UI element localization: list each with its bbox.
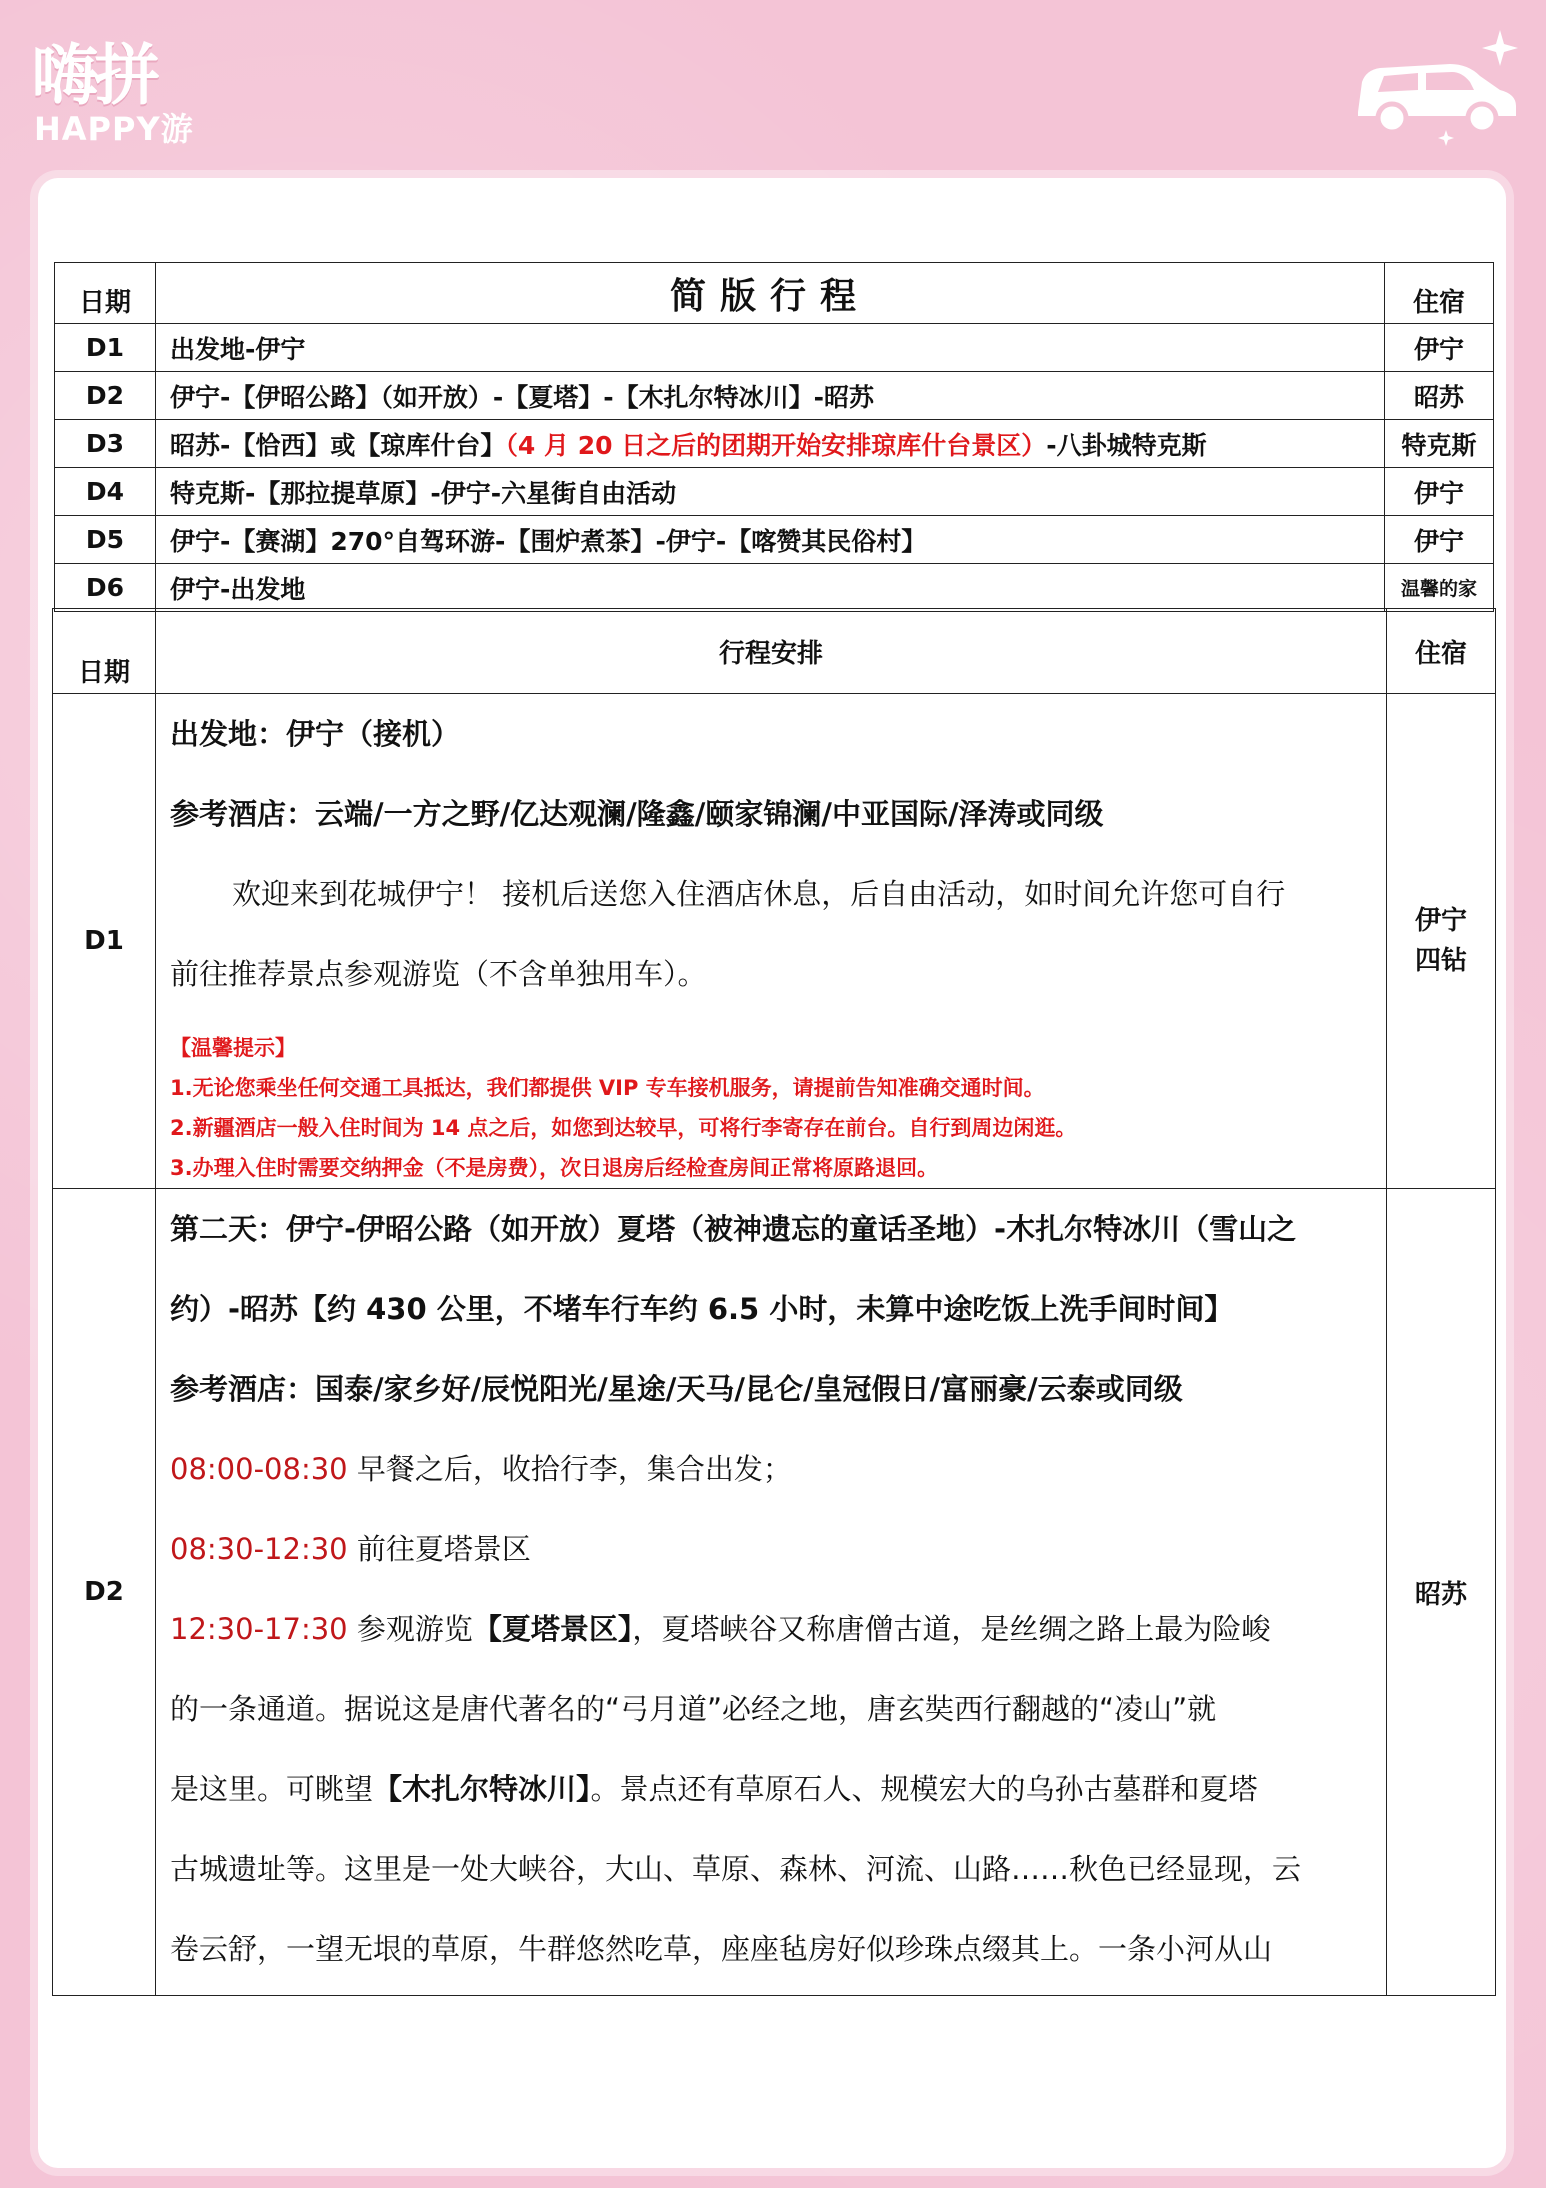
summary-col-day: 日期 — [55, 263, 156, 324]
summary-row — [55, 372, 1494, 420]
summary-stay: 伊宁 — [1385, 324, 1494, 372]
d2-schedule-item — [170, 1509, 1372, 1589]
schedule-activity: 前往夏塔景区 — [356, 1532, 531, 1566]
d2-schedule-item — [170, 1429, 1372, 1509]
d2-paragraph: 卷云舒，一望无垠的草原，牛群悠然吃草，座座毡房好似珍珠点缀其上。一条小河从山 — [170, 1932, 1273, 1966]
brand-logo — [28, 22, 218, 148]
d2-schedule-item — [170, 1589, 1372, 1669]
d1-stay-city: 伊宁 — [1414, 906, 1467, 936]
summary-day: D3 — [55, 420, 156, 468]
summary-route: 伊宁-【伊昭公路】（如开放）-【夏塔】-【木扎尔特冰川】-昭苏 — [156, 372, 1385, 420]
summary-route-part: 昭苏-【恰西】或【琼库什台】 — [170, 430, 506, 460]
detail-day-row-d1 — [53, 694, 1496, 1189]
summary-route-part: -八卦城特克斯 — [1046, 430, 1207, 460]
detail-content — [156, 694, 1387, 1189]
detail-stay — [1387, 694, 1496, 1189]
detail-itinerary-table — [52, 608, 1496, 1996]
schedule-activity: 早餐之后，收拾行李，集合出发； — [356, 1452, 792, 1486]
d1-stay-grade: 四钻 — [1414, 946, 1467, 976]
schedule-time: 08:30-12:30 — [170, 1532, 348, 1566]
detail-day: D1 — [53, 694, 156, 1189]
d2-paragraph: 的一条通道。据说这是唐代著名的“弓月道”必经之地，唐玄奘西行翻越的“凌山”就 — [170, 1692, 1217, 1726]
summary-route-note: （4 月 20 日之后的团期开始安排琼库什台景区） — [505, 430, 1047, 460]
summary-day: D1 — [55, 324, 156, 372]
detail-content — [156, 1189, 1387, 1996]
summary-header-row — [55, 263, 1494, 324]
paragraph-highlight: 【木扎尔特冰川】 — [373, 1772, 591, 1806]
summary-itinerary-table — [54, 262, 1494, 612]
logo-main-text: 嗨拼 — [32, 37, 156, 114]
d2-heading-1: 第二天：伊宁-伊昭公路（如开放）夏塔（被神遗忘的童话圣地）-木扎尔特冰川（雪山之 — [170, 1212, 1297, 1246]
summary-stay: 伊宁 — [1385, 468, 1494, 516]
summary-row — [55, 324, 1494, 372]
summary-day: D2 — [55, 372, 156, 420]
summary-title: 简版行程 — [156, 263, 1385, 324]
summary-day: D4 — [55, 468, 156, 516]
schedule-time: 12:30-17:30 — [170, 1612, 348, 1646]
detail-stay: 昭苏 — [1387, 1189, 1496, 1996]
schedule-activity: ，夏塔峡谷又称唐僧古道，是丝绸之路上最为险峻 — [632, 1612, 1271, 1646]
summary-route: 伊宁-出发地 — [156, 564, 1385, 612]
summary-route: 出发地-伊宁 — [156, 324, 1385, 372]
detail-title: 行程安排 — [156, 609, 1387, 694]
schedule-highlight: 【夏塔景区】 — [472, 1612, 633, 1646]
schedule-activity: 参观游览 — [356, 1612, 473, 1646]
d1-tip-title: 【温馨提示】 — [170, 1036, 296, 1060]
d1-heading: 出发地：伊宁（接机） — [170, 717, 461, 751]
summary-route: 伊宁-【赛湖】270°自驾环游-【围炉煮茶】-伊宁-【喀赞其民俗村】 — [156, 516, 1385, 564]
summary-stay: 伊宁 — [1385, 516, 1494, 564]
d1-hotels: 参考酒店：云端/一方之野/亿达观澜/隆鑫/颐家锦澜/中亚国际/泽涛或同级 — [170, 797, 1104, 831]
summary-col-stay: 住宿 — [1385, 263, 1494, 324]
summary-day: D6 — [55, 564, 156, 612]
d2-paragraph: 古城遗址等。这里是一处大峡谷，大山、草原、森林、河流、山路……秋色已经显现，云 — [170, 1852, 1302, 1886]
detail-col-day: 日期 — [53, 609, 156, 694]
logo-sub-text: HAPPY游 — [34, 110, 194, 148]
car-icon — [1340, 20, 1530, 150]
d1-tip: 3.办理入住时需要交纳押金（不是房费），次日退房后经检查房间正常将原路退回。 — [170, 1156, 939, 1180]
d1-intro-1: 欢迎来到花城伊宁！ 接机后送您入住酒店休息，后自由活动，如时间允许您可自行 — [232, 877, 1286, 911]
summary-row — [55, 516, 1494, 564]
schedule-time: 08:00-08:30 — [170, 1452, 348, 1486]
d2-heading-2: 约）-昭苏【约 430 公里，不堵车行车约 6.5 小时，未算中途吃饭上洗手间时间】 — [170, 1292, 1234, 1326]
d1-tip: 2.新疆酒店一般入住时间为 14 点之后，如您到达较早，可将行李寄存在前台。自行到周边闲逛。 — [170, 1116, 1077, 1140]
summary-route: 特克斯-【那拉提草原】-伊宁-六星街自由活动 — [156, 468, 1385, 516]
summary-stay: 特克斯 — [1385, 420, 1494, 468]
summary-row — [55, 468, 1494, 516]
paragraph-text: 是这里。可眺望 — [170, 1772, 374, 1806]
d1-intro-2: 前往推荐景点参观游览（不含单独用车）。 — [170, 957, 707, 991]
detail-header-row — [53, 609, 1496, 694]
summary-day: D5 — [55, 516, 156, 564]
summary-row — [55, 420, 1494, 468]
summary-stay: 昭苏 — [1385, 372, 1494, 420]
detail-day: D2 — [53, 1189, 156, 1996]
detail-col-stay: 住宿 — [1387, 609, 1496, 694]
summary-route — [156, 420, 1385, 468]
d2-paragraph — [170, 1749, 1372, 1829]
d2-hotels: 参考酒店：国泰/家乡好/辰悦阳光/星途/天马/昆仑/皇冠假日/富丽豪/云泰或同级 — [170, 1372, 1183, 1406]
summary-row — [55, 564, 1494, 612]
summary-stay: 温馨的家 — [1385, 564, 1494, 612]
detail-day-row-d2 — [53, 1189, 1496, 1996]
d1-tip: 1.无论您乘坐任何交通工具抵达，我们都提供 VIP 专车接机服务，请提前告知准确交通时间。 — [170, 1076, 1045, 1100]
paragraph-text: 。景点还有草原石人、规模宏大的乌孙古墓群和夏塔 — [590, 1772, 1258, 1806]
